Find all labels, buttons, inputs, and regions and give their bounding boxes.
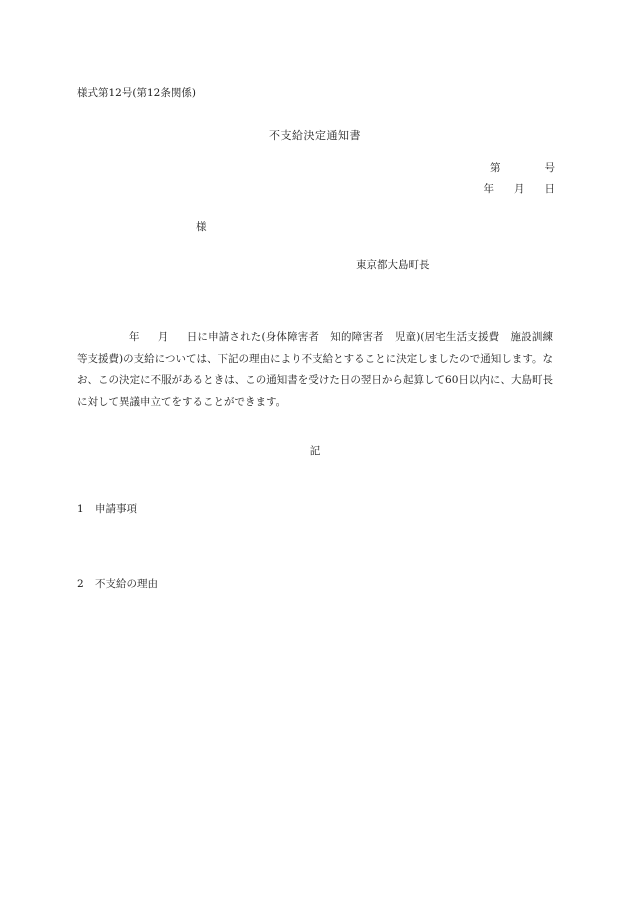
item-nonpayment-reason [77,576,158,591]
notice-body [77,327,553,413]
body-text-2: 知的障害者 [330,331,384,343]
date-year: 年 [483,183,494,195]
document-title: 不支給決定通知書 [269,129,361,142]
body-text-1: 日に申請された(身体障害者 [186,331,320,343]
date-day: 日 [544,183,555,195]
number-suffix: 号 [544,162,555,174]
item-number: 2 [77,578,84,590]
body-text-3: 児童)(居宅生活支援費 [394,331,500,343]
item-label: 申請事項 [95,503,137,515]
body-month: 月 [157,331,169,343]
item-label: 不支給の理由 [95,578,158,590]
body-text-4: 施設訓練等支援費)の支給については、下記の理由により不支給とすることに決定しましたので通知します。なお、この決定に不服があるときは、この通知書を受けた日の翌日から起算して60日以内に、大島町長に対して異議申立てをすることができます。 [77,331,554,408]
date-month: 月 [514,183,525,195]
document-date-line [484,181,556,196]
addressee: 様 [196,221,207,233]
number-prefix: 第 [490,162,501,174]
document-number-line [490,160,555,175]
body-year: 年 [129,331,140,343]
record-heading: 記 [309,445,321,457]
item-application-matter [77,501,137,516]
form-number: 様式第12号(第12条関係) [77,87,196,99]
item-number: 1 [77,503,84,515]
issuer: 東京都大島町長 [356,259,430,271]
